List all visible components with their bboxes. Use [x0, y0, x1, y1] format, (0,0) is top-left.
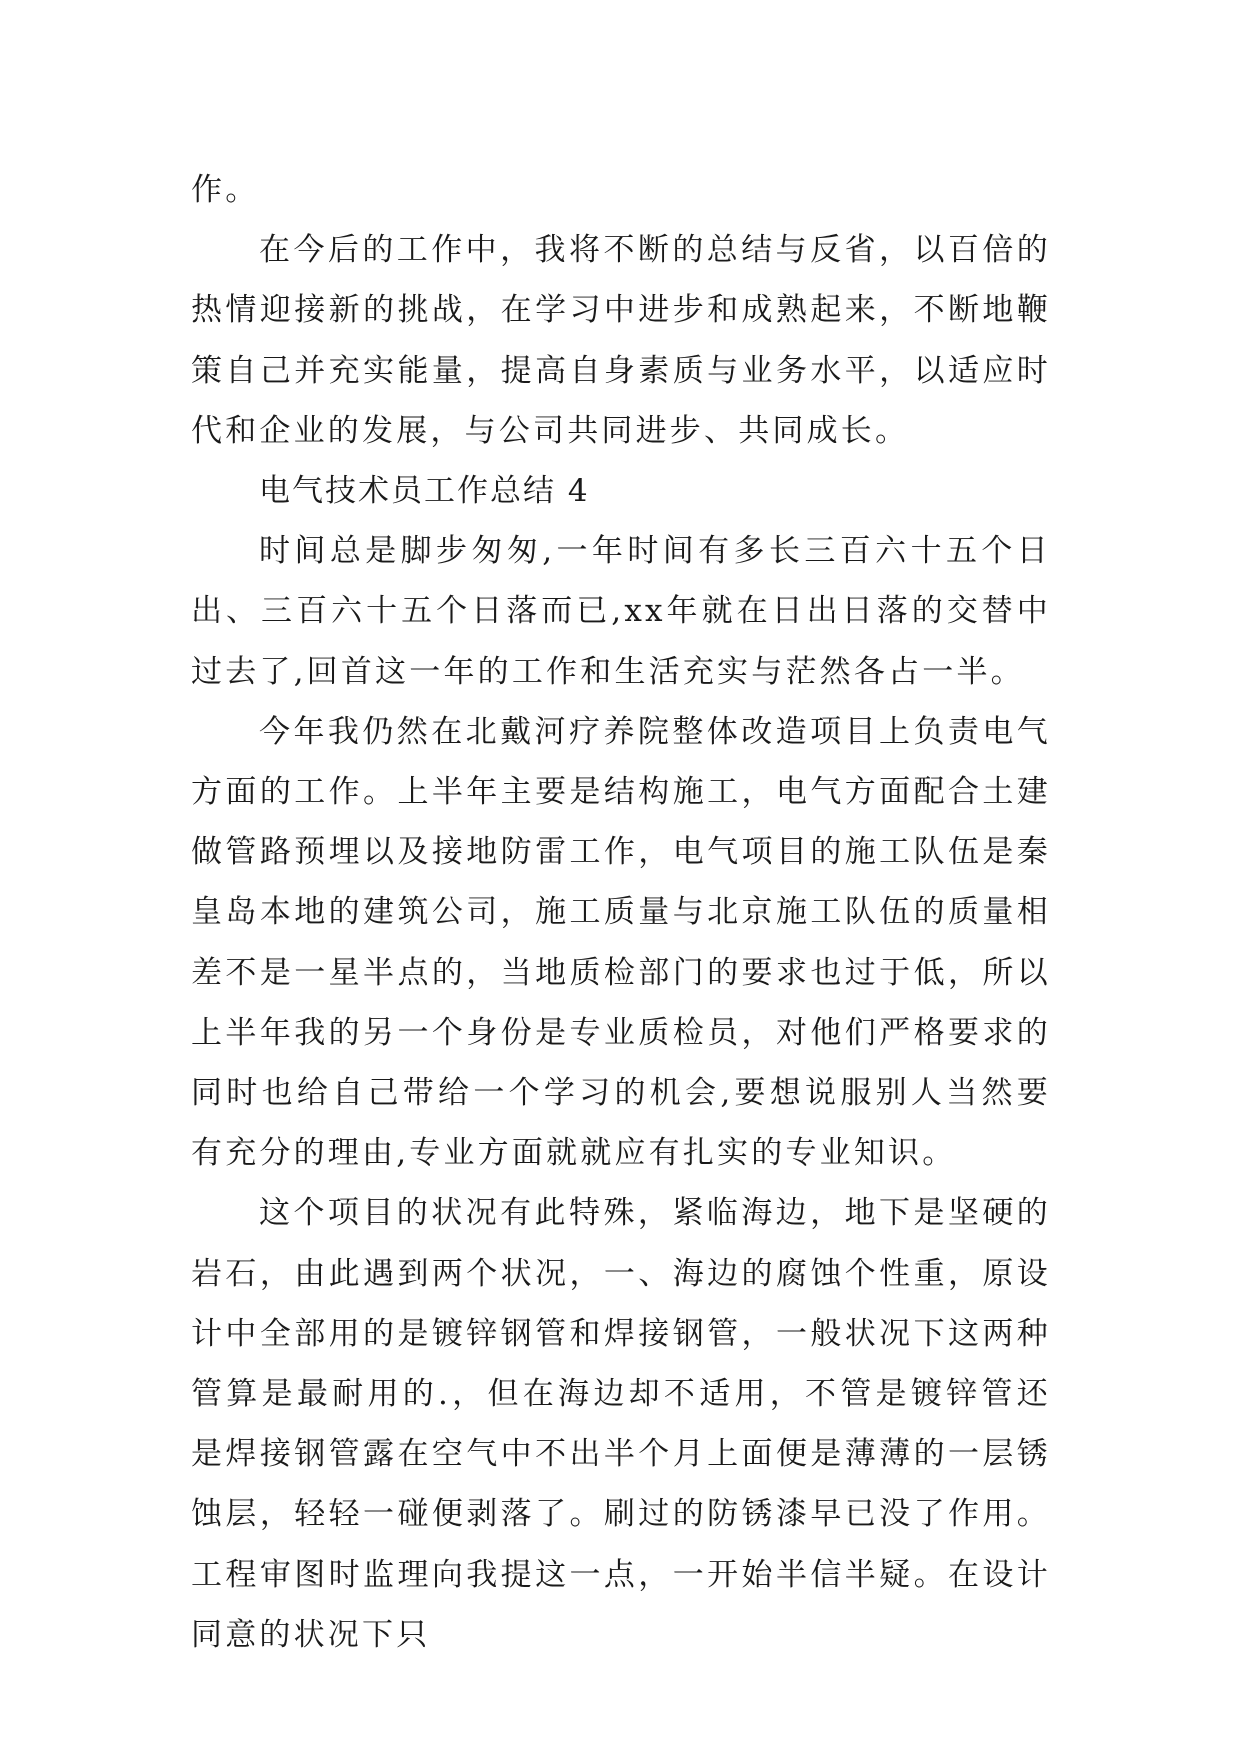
section-heading: 电气技术员工作总结 4 [259, 473, 590, 510]
paragraph-year-review: 时间总是脚步匆匆,一年时间有多长三百六十五个日出、三百六十五个日落而已,xx年就在日出日落的交替中过去了,回首这一年的工作和生活充实与茫然各占一半。 [191, 533, 1051, 690]
body-text [191, 160, 1051, 1665]
paragraph-future-work: 在今后的工作中，我将不断的总结与反省，以百倍的热情迎接新的挑战，在学习中进步和成熟起来，不断地鞭策自己并充实能量，提高自身素质与业务水平，以适应时代和企业的发展，与公司共同进步、共同成长。 [191, 232, 1051, 449]
paragraph-continuation: 作。 [191, 172, 260, 208]
paragraph-project-work: 今年我仍然在北戴河疗养院整体改造项目上负责电气方面的工作。上半年主要是结构施工，电气方面配合土建做管路预埋以及接地防雷工作，电气项目的施工队伍是秦皇岛本地的建筑公司，施工质量与北京施工队伍的质量相差不是一星半点的，当地质检部门的要求也过于低，所以上半年我的另一个身份是专业质检员，对他们严格要求的同时也给自己带给一个学习的机会,要想说服别人当然要有充分的理由,专业方面就就应有扎实的专业知识。 [191, 713, 1051, 1172]
paragraph-project-conditions: 这个项目的状况有此特殊，紧临海边，地下是坚硬的岩石，由此遇到两个状况，一、海边的腐蚀个性重，原设计中全部用的是镀锌钢管和焊接钢管，一般状况下这两种管算是最耐用的.，但在海边却不适用，不管是镀锌管还是焊接钢管露在空气中不出半个月上面便是薄薄的一层锈蚀层，轻轻一碰便剥落了。刷过的防锈漆早已没了作用。工程审图时监理向我提这一点，一开始半信半疑。在设计同意的状况下只 [191, 1195, 1051, 1653]
